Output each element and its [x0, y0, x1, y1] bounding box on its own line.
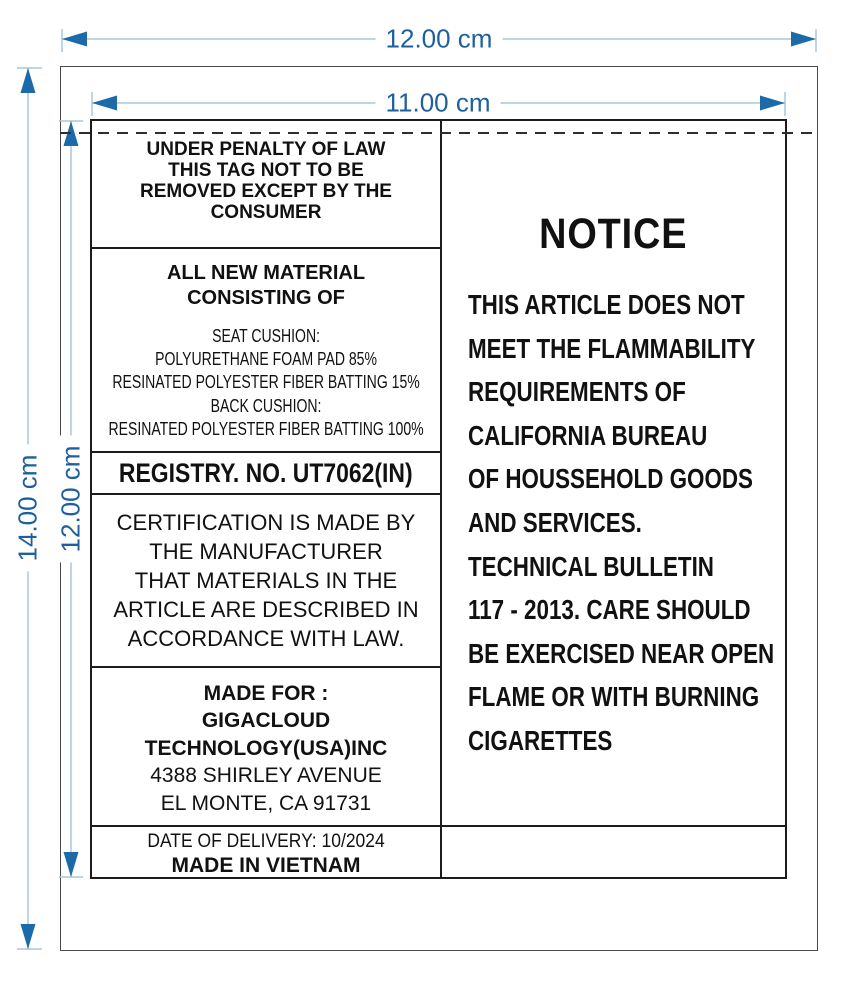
materials-line: POLYURETHANE FOAM PAD 85%: [155, 349, 377, 370]
materials-heading-line: ALL NEW MATERIAL: [166, 262, 366, 284]
notice-section: [442, 121, 785, 827]
notice-line: CALIFORNIA BUREAU: [468, 419, 708, 451]
label-width-dimension-value: 11.00 cm: [375, 88, 500, 119]
registry-section: [92, 453, 440, 495]
left-arrow-icon: [92, 96, 117, 111]
country-of-origin: MADE IN VIETNAM: [171, 853, 361, 877]
certification-line: CERTIFICATION IS MADE BY: [116, 510, 416, 535]
certification-line: THAT MATERIALS IN THE: [134, 568, 398, 593]
delivery-date: DATE OF DELIVERY: 10/2024: [147, 830, 385, 852]
company-name: GIGACLOUD: [201, 709, 331, 733]
label-right-column: [442, 121, 785, 877]
certification-line: ACCORDANCE WITH LAW.: [127, 626, 405, 651]
notice-line: 117 - 2013. CARE SHOULD: [468, 594, 751, 626]
materials-line: RESINATED POLYESTER FIBER BATTING 100%: [108, 418, 424, 439]
down-arrow-icon: [21, 924, 36, 949]
label-height-dimension-value: 12.00 cm: [56, 436, 87, 563]
left-arrow-icon: [62, 32, 87, 47]
certification-section: [92, 495, 440, 668]
penalty-line: THIS TAG NOT TO BE: [168, 160, 364, 181]
law-label: [90, 119, 787, 879]
notice-line: MEET THE FLAMMABILITY: [468, 332, 756, 364]
empty-cell: [442, 827, 785, 877]
materials-heading-line: CONSISTING OF: [187, 287, 345, 309]
certification-line: ARTICLE ARE DESCRIBED IN: [113, 597, 419, 622]
right-arrow-icon: [760, 96, 785, 111]
down-arrow-icon: [64, 852, 79, 877]
notice-line: OF HOUSSEHOLD GOODS: [468, 463, 753, 495]
certification-line: THE MANUFACTURER: [149, 539, 383, 564]
materials-heading: [167, 261, 365, 311]
made-for-section: [92, 668, 440, 827]
penalty-line: CONSUMER: [210, 202, 322, 223]
right-arrow-icon: [791, 32, 816, 47]
notice-line: TECHNICAL BULLETIN: [468, 550, 714, 582]
registry-number: REGISTRY. NO. UT7062(IN): [119, 457, 413, 488]
penalty-section: [92, 121, 440, 249]
notice-body: [442, 283, 785, 763]
notice-line: THIS ARTICLE DOES NOT: [468, 289, 745, 320]
label-left-column: [92, 121, 442, 877]
notice-line: AND SERVICES.: [468, 506, 642, 538]
notice-line: REQUIREMENTS OF: [468, 376, 686, 408]
materials-line: SEAT CUSHION:: [212, 326, 320, 346]
made-for-line: MADE FOR :: [203, 681, 329, 705]
address-line: 4388 SHIRLEY AVENUE: [150, 764, 382, 788]
materials-section: [92, 249, 440, 453]
notice-line: CIGARETTES: [468, 724, 613, 756]
perforation-dashed-line: [60, 132, 818, 134]
delivery-section: [92, 827, 440, 877]
penalty-line: UNDER PENALTY OF LAW: [146, 139, 386, 160]
address-line: EL MONTE, CA 91731: [160, 791, 372, 815]
notice-line: FLAME OR WITH BURNING: [468, 681, 760, 713]
materials-line: RESINATED POLYESTER FIBER BATTING 15%: [112, 372, 420, 393]
notice-line: BE EXERCISED NEAR OPEN: [468, 637, 775, 669]
materials-line: BACK CUSHION:: [210, 395, 322, 416]
penalty-line: REMOVED EXCEPT BY THE: [140, 181, 392, 202]
notice-title: NOTICE: [539, 210, 688, 258]
outer-height-dimension-value: 14.00 cm: [13, 445, 44, 572]
materials-list: [92, 325, 440, 441]
company-name: TECHNOLOGY(USA)INC: [144, 736, 388, 760]
outer-width-dimension-value: 12.00 cm: [376, 24, 503, 55]
up-arrow-icon: [21, 68, 36, 93]
